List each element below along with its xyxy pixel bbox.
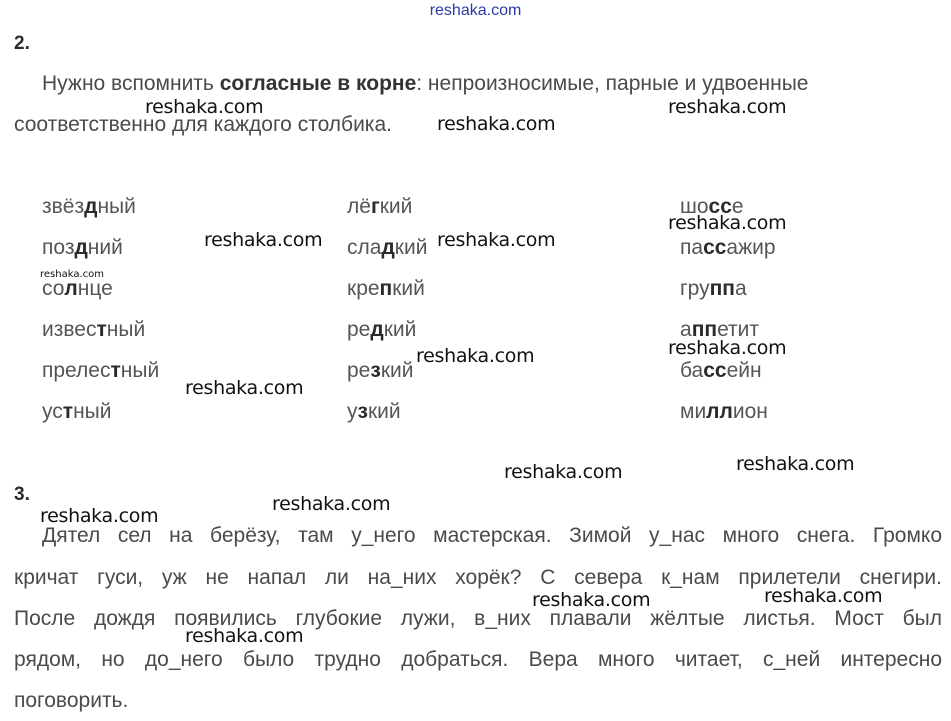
word-col1-row2: поздний	[42, 236, 123, 259]
watermark: reshaka.com	[532, 589, 651, 611]
word-col1-row5: прелестный	[42, 359, 160, 382]
word-col3-row6: миллион	[680, 400, 768, 423]
word-col2-row2: сладкий	[347, 236, 428, 259]
site-header-link[interactable]: reshaka.com	[429, 2, 522, 19]
watermark: reshaka.com	[764, 585, 883, 607]
word-col1-row6: устный	[42, 400, 112, 423]
watermark: reshaka.com	[668, 337, 787, 359]
task-3-line-1: Дятел сел на берёзу, там у_него мастерская. Зимой у_нас много снега. Громко	[42, 524, 942, 547]
watermark: reshaka.com	[40, 505, 159, 527]
watermark: reshaka.com	[668, 96, 787, 118]
watermark: reshaka.com	[437, 113, 556, 135]
intro-text-start: Нужно вспомнить	[42, 72, 220, 95]
watermark: reshaka.com	[504, 461, 623, 483]
watermark: reshaka.com	[185, 377, 304, 399]
watermark: reshaka.com	[272, 493, 391, 515]
watermark: reshaka.com	[437, 229, 556, 251]
task-3-line-2: кричат гуси, уж не напал ли на_них хорёк? С севера к_нам прилетели снегири.	[14, 566, 942, 589]
watermark: reshaka.com	[40, 269, 104, 280]
word-col1-row1: звёздный	[42, 195, 136, 218]
task-2-intro-line-1	[42, 72, 809, 96]
watermark: reshaka.com	[185, 625, 304, 647]
task-2-number: 2.	[14, 33, 30, 54]
word-col3-row1: шоссе	[680, 195, 744, 218]
word-col3-row3: группа	[680, 277, 747, 300]
word-col3-row4: аппетит	[680, 318, 760, 341]
intro-text-end: : непроизносимые, парные и удвоенные	[416, 72, 809, 95]
word-col2-row4: редкий	[347, 318, 417, 341]
watermark: reshaka.com	[668, 212, 787, 234]
task-3-line-3: После дождя появились глубокие лужи, в_них плавали жёлтые листья. Мост был	[14, 607, 942, 630]
word-col1-row4: известный	[42, 318, 146, 341]
word-col2-row1: лёгкий	[347, 195, 413, 218]
task-3-number: 3.	[14, 484, 30, 505]
task-3-line-5: поговорить.	[14, 689, 129, 712]
word-col2-row6: узкий	[347, 400, 401, 423]
word-col1-row3: солнце	[42, 277, 113, 300]
watermark: reshaka.com	[204, 229, 323, 251]
task-3-line-4: рядом, но до_него было трудно добраться. Вера много читает, с_ней интересно	[14, 648, 942, 671]
word-col2-row3: крепкий	[347, 277, 425, 300]
watermark: reshaka.com	[736, 453, 855, 475]
intro-text-bold: согласные в корне	[219, 72, 417, 95]
watermark: reshaka.com	[145, 96, 264, 118]
task-2-intro-line-2: соответственно для каждого столбика.	[14, 113, 392, 136]
watermark: reshaka.com	[416, 345, 535, 367]
word-col2-row5: резкий	[347, 359, 414, 382]
word-col3-row5: бассейн	[680, 359, 762, 382]
word-col3-row2: пассажир	[680, 236, 776, 259]
